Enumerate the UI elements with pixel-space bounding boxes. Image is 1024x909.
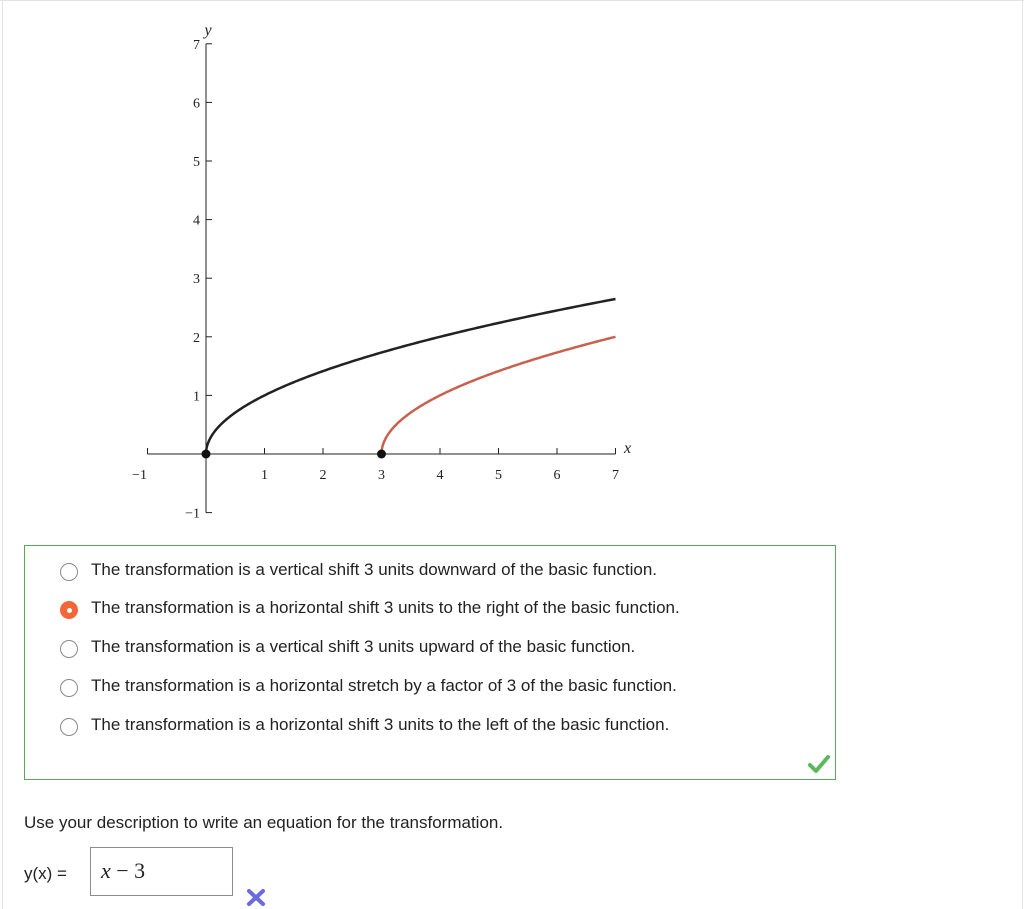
y-tick-label: 5 — [193, 155, 200, 170]
y-tick-label: 7 — [193, 37, 200, 53]
checkmark-icon — [808, 754, 830, 774]
choice-label: The transformation is a horizontal stretch by a factor of 3 of the basic function. — [91, 676, 677, 695]
x-tick-label: 6 — [553, 468, 561, 483]
frame-right-border — [1022, 0, 1023, 909]
equation-input[interactable] — [90, 847, 233, 896]
y-tick-label: 4 — [193, 213, 200, 229]
answer-operation: − 3 — [110, 858, 146, 883]
y-axis-name: y — [204, 21, 212, 39]
choice-horizontal-shift-left[interactable] — [25, 711, 837, 741]
x-tick-label: 4 — [436, 468, 444, 483]
x-tick-label: −1 — [132, 468, 147, 483]
y-tick-label: 1 — [193, 389, 200, 405]
x-tick-label: 7 — [612, 468, 619, 483]
x-tick-label: 2 — [319, 468, 327, 483]
choice-label: The transformation is a horizontal shift 3 units to the right of the basic function. — [91, 598, 680, 617]
start-point-transformed — [377, 450, 386, 459]
y-tick-label: 6 — [193, 96, 200, 112]
choice-vertical-shift-down[interactable] — [25, 556, 837, 586]
curve-basic — [206, 299, 616, 454]
choices-box — [24, 545, 836, 780]
choice-horizontal-stretch[interactable] — [25, 672, 837, 702]
x-axis-name: x — [623, 440, 632, 457]
x-tick-label: 3 — [378, 468, 385, 483]
choice-label: The transformation is a horizontal shift 3 units to the left of the basic function. — [91, 715, 670, 734]
equation-answer — [101, 858, 145, 884]
equation-prompt: Use your description to write an equation for the transformation. — [24, 813, 504, 832]
x-mark-icon — [246, 888, 266, 907]
radio-button[interactable] — [60, 718, 78, 736]
x-tick-label: 5 — [495, 468, 502, 483]
equation-label: y(x) = — [24, 864, 67, 883]
answer-variable: x — [101, 858, 111, 883]
choice-label: The transformation is a vertical shift 3 units upward of the basic function. — [91, 637, 636, 656]
y-tick-label: 2 — [193, 330, 200, 346]
choice-horizontal-shift-right[interactable] — [25, 594, 837, 624]
radio-button[interactable] — [60, 679, 78, 697]
y-tick-label: 3 — [193, 272, 200, 288]
choice-label: The transformation is a vertical shift 3 units downward of the basic function. — [91, 560, 657, 579]
y-tick-label: −1 — [185, 506, 200, 522]
start-point-basic — [202, 450, 211, 459]
x-tick-label: 1 — [261, 468, 268, 483]
radio-button[interactable] — [60, 563, 78, 581]
function-graph — [0, 0, 680, 535]
choice-vertical-shift-up[interactable] — [25, 633, 837, 663]
curve-transformed — [382, 337, 616, 454]
radio-button-selected[interactable] — [60, 601, 78, 619]
radio-button[interactable] — [60, 640, 78, 658]
